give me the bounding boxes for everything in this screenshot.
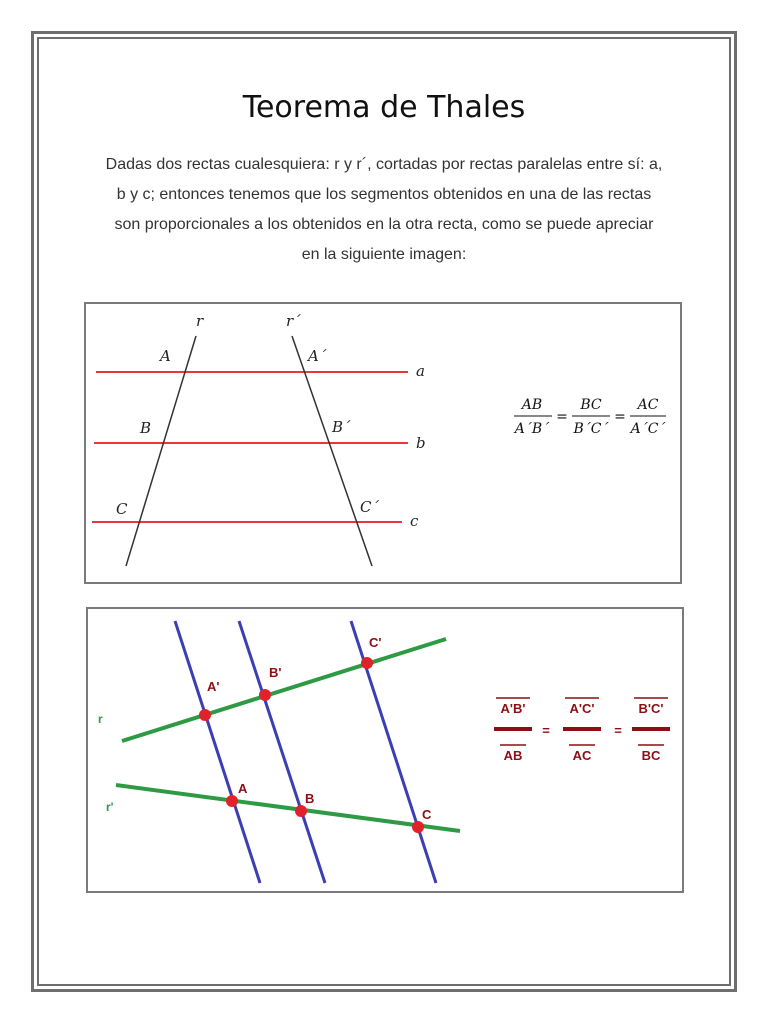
formula2-eq-2: = [614, 723, 622, 738]
parallel-line-1 [175, 621, 260, 883]
formula2-den-1: AB [503, 748, 523, 763]
label-point-C: C [422, 807, 432, 822]
point-C-prime [361, 657, 373, 669]
transversal-r [126, 336, 196, 566]
label-point-B-prime: B´ [332, 418, 351, 436]
thales-proportion-formula-1 [513, 397, 667, 437]
formula2-bar-1 [494, 727, 532, 731]
point-B [295, 805, 307, 817]
parallel-line-2 [239, 621, 325, 883]
label-b: b [416, 434, 426, 452]
label-c: c [410, 512, 419, 530]
formula1-num-1: AB [521, 397, 543, 413]
formula2-bar-2 [563, 727, 601, 731]
point-A-prime [199, 709, 211, 721]
label-point-C-prime: C' [369, 635, 382, 650]
label-point-C: C [116, 500, 128, 518]
formula2-num-2: A'C' [569, 701, 595, 716]
transversal-r [122, 639, 446, 741]
formula1-num-3: AC [637, 397, 659, 413]
formula1-num-2: BC [580, 397, 602, 413]
thales-diagram-2 [86, 607, 684, 893]
label-point-A: A [238, 781, 248, 796]
formula2-num-3: B'C' [638, 701, 664, 716]
formula2-num-1: A'B' [500, 701, 526, 716]
label-r: r [196, 312, 204, 330]
label-point-A: A [160, 347, 171, 365]
label-point-A-prime: A' [207, 679, 220, 694]
formula2-den-2: AC [572, 748, 592, 763]
page-title: Teorema de Thales [242, 90, 526, 125]
transversal-r-prime [292, 336, 372, 566]
label-r-prime: r' [106, 800, 114, 814]
label-point-A-prime: A´ [308, 347, 327, 365]
thales-proportion-formula-2 [494, 698, 670, 763]
transversal-r-prime [116, 785, 460, 831]
formula1-den-1: A´B´ [514, 421, 550, 437]
label-a: a [416, 362, 425, 380]
thales-diagram-1 [84, 302, 682, 584]
formula1-den-2: B´C´ [573, 421, 609, 437]
point-A [226, 795, 238, 807]
label-point-B: B [140, 419, 152, 437]
formula1-den-3: A´C´ [630, 421, 666, 437]
intro-paragraph: Dadas dos rectas cualesquiera: r y r´, cortadas por rectas paralelas entre sí: a, b y c; entonces tenemos que los segmentos obtenidos en una de las rectas son proporcionales a los obtenidos en la otra recta, como se puede apreciar en la siguiente imagen: [105, 156, 663, 263]
formula2-eq-1: = [542, 723, 550, 738]
label-point-B: B [305, 791, 315, 806]
formula1-eq-2: = [614, 409, 626, 425]
label-r: r [98, 712, 103, 726]
point-B-prime [259, 689, 271, 701]
label-point-C-prime: C´ [360, 498, 379, 516]
point-C [412, 821, 424, 833]
formula1-eq-1: = [556, 409, 568, 425]
label-point-B-prime: B' [269, 665, 282, 680]
label-r-prime: r´ [286, 312, 301, 330]
formula2-bar-3 [632, 727, 670, 731]
formula2-den-3: BC [641, 748, 661, 763]
